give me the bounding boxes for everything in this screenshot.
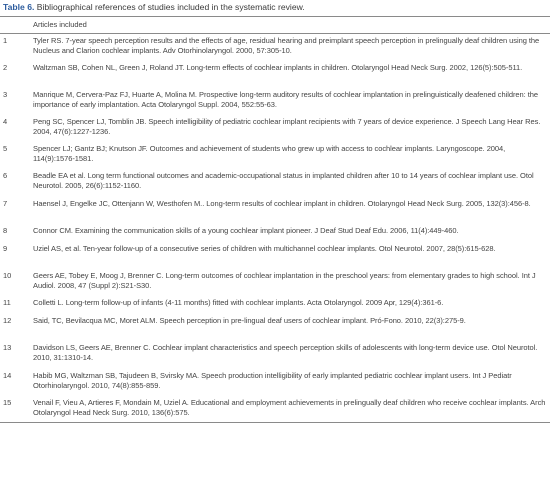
row-reference: Colletti L. Long-term follow-up of infants (4-11 months) fitted with cochlear implants. Acta Otolaryngol. 2009 Apr, 129(4):361-6. bbox=[33, 298, 444, 308]
header-articles-column: Articles included bbox=[33, 17, 550, 34]
table-caption-label: Table 6. bbox=[3, 2, 35, 12]
row-reference: Haensel J, Engelke JC, Ottenjann W, Westhofen M.. Long-term results of cochlear implant in children. Otolaryngol Head Neck Surg. 2005, 132(3):456-8. bbox=[33, 198, 531, 208]
row-number: 8 bbox=[3, 225, 8, 235]
row-number: 6 bbox=[3, 171, 8, 181]
row-reference: Geers AE, Tobey E, Moog J, Brenner C. Long-term outcomes of cochlear implantation in the preschool years: from elementary grades to high school. Int J Audiol. 2008, 47 (Suppl 2):S21-S30. bbox=[33, 271, 536, 290]
table-row bbox=[0, 341, 550, 368]
row-reference: Habib MG, Waltzman SB, Tajudeen B, Svirsky MA. Speech production intelligibility of early implanted pediatric cochlear implant users. Int J Pediatr Otorhinolaryngol. 2010, 74(8):855-859. bbox=[33, 370, 512, 390]
table-row bbox=[0, 314, 550, 341]
row-number: 11 bbox=[3, 298, 11, 308]
header-number-column bbox=[0, 17, 33, 34]
row-number: 1 bbox=[3, 36, 8, 45]
row-reference: Manrique M, Cervera-Paz FJ, Huarte A, Molina M. Prospective long-term auditory results of cochlear implantation in prelinguistically deafened children: the importance of early implantation. Acta Otolaryngol Suppl. 2004, 552:55-63. bbox=[33, 89, 538, 109]
row-reference: Uziel AS, et al. Ten-year follow-up of a consecutive series of children with multichannel cochlear implants. Otol Neurotol. 2007, 28(5):615-628. bbox=[33, 243, 496, 253]
table-caption-text: Bibliographical references of studies included in the systematic review. bbox=[36, 2, 305, 12]
table-row bbox=[0, 142, 550, 169]
table-row bbox=[0, 269, 550, 296]
row-number: 15 bbox=[0, 396, 33, 423]
table-caption bbox=[0, 0, 550, 17]
table-row bbox=[0, 61, 550, 88]
row-reference: Spencer LJ; Gantz BJ; Knutson JF. Outcomes and achievement of students who grew up with access to cochlear implants. Laryngoscope. 2004, 114(9):1576-1581. bbox=[33, 144, 506, 164]
row-number: 3 bbox=[3, 89, 8, 99]
row-number: 14 bbox=[3, 370, 12, 380]
row-reference: Connor CM. Examining the communication skills of a young cochlear implant pioneer. J Deaf Stud Deaf Edu. 2006, 11(4):449-460. bbox=[33, 225, 459, 235]
table-row bbox=[0, 88, 550, 115]
references-table bbox=[0, 17, 550, 423]
row-reference: Davidson LS, Geers AE, Brenner C. Cochlear implant characteristics and speech perception skills of adolescents with long-term device use. Otol Neurotol. 2010, 31:1310-14. bbox=[33, 343, 538, 363]
row-number: 7 bbox=[3, 198, 8, 208]
table-row bbox=[0, 242, 550, 269]
table-header-row bbox=[0, 17, 550, 34]
row-reference: Venail F, Vieu A, Artieres F, Mondain M, Uziel A. Educational and employment achievements in prelingually deaf children who receive cochlear implants. Arch Otolaryngol Head Neck Surg. 2010, 136(6):575. bbox=[33, 396, 550, 423]
table-row bbox=[0, 224, 550, 242]
row-number: 4 bbox=[3, 117, 8, 127]
table-row bbox=[0, 296, 550, 314]
row-number: 13 bbox=[3, 343, 12, 353]
row-number: 9 bbox=[3, 243, 8, 253]
table-row bbox=[0, 115, 550, 142]
table-row bbox=[0, 197, 550, 224]
row-reference: Peng SC, Spencer LJ, Tomblin JB. Speech intelligibility of pediatric cochlear implant recipients with 7 years of device experience. J Speech Lang Hear Res. 2004, 47(6):1227-1236. bbox=[33, 117, 541, 137]
table-row bbox=[0, 34, 550, 61]
row-number: 12 bbox=[3, 316, 12, 326]
row-reference: Beadle EA et al. Long term functional outcomes and academic-occupational status in implanted children after 10 to 14 years of cochlear implant use. Otol Neurotol. 2005, 26(6):1152-1160. bbox=[33, 171, 534, 191]
row-reference: Tyler RS. 7-year speech perception results and the effects of age, residual hearing and preimplant speech perception in prelingually deaf children using the Nucleus and Clarion cochlear implants. Adv Otorhinolaryngol. 2000, 57:305-10. bbox=[33, 36, 540, 55]
row-number: 5 bbox=[3, 144, 8, 154]
row-number: 2 bbox=[3, 62, 8, 72]
table-row bbox=[0, 169, 550, 196]
table-row bbox=[0, 396, 550, 423]
row-reference: Waltzman SB, Cohen NL, Green J, Roland JT. Long-term effects of cochlear implants in children. Otolaryngol Head Neck Surg. 2002, 126(5):505-511. bbox=[33, 62, 523, 72]
row-number: 10 bbox=[3, 271, 12, 280]
row-reference: Said, TC, Bevilacqua MC, Moret ALM. Speech perception in pre-lingual deaf users of cochlear implant. Pró-Fono. 2010, 22(3):275-9. bbox=[33, 316, 466, 326]
table-row bbox=[0, 369, 550, 396]
